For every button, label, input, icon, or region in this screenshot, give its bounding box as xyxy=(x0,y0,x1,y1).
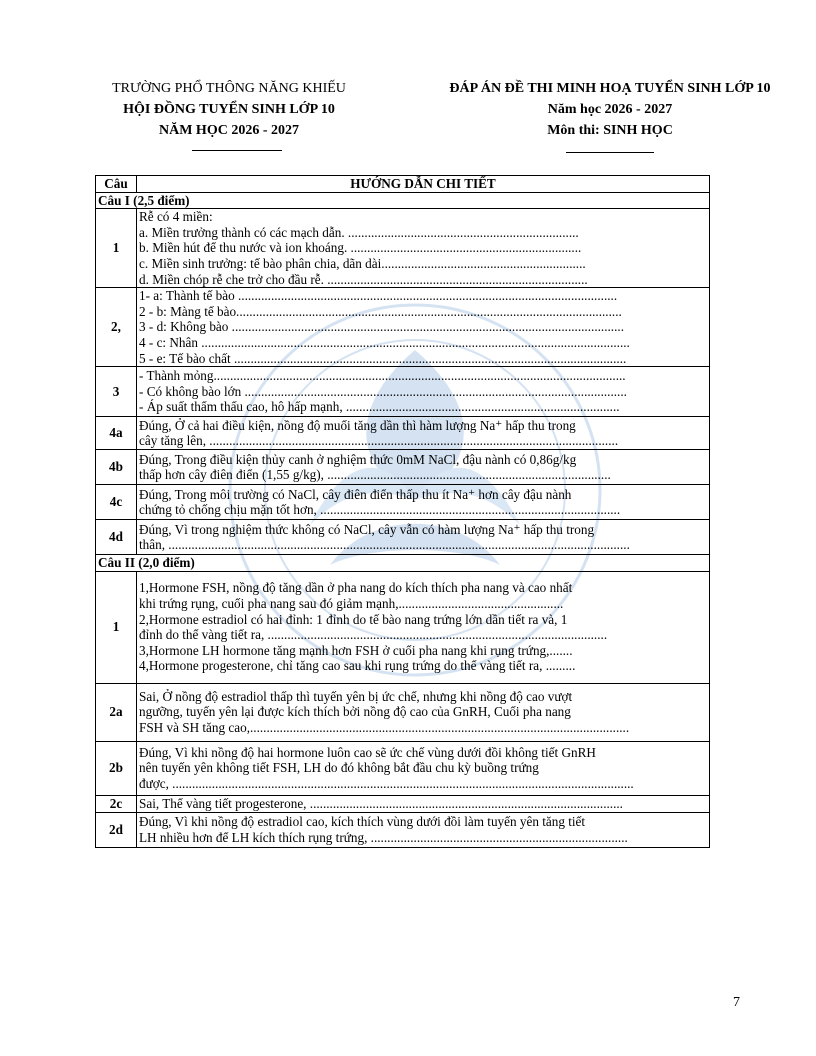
answer-line: cây tăng lên, ............................................................................................................................ xyxy=(139,433,619,449)
header-left-rule xyxy=(192,150,282,151)
answer-line: nên tuyến yên không tiết FSH, LH do đó không bắt đầu chu kỳ buồng trứng xyxy=(139,760,539,776)
exam-year: Năm học 2026 - 2027 xyxy=(547,102,673,117)
answer-table xyxy=(95,175,710,848)
page-number: 7 xyxy=(733,995,740,1010)
question-number: 4a xyxy=(96,417,137,450)
answer-line: b. Miền hút để thu nước và ion khoáng. ...................................................................... xyxy=(139,240,582,256)
table-row xyxy=(96,795,710,812)
answer-content xyxy=(137,450,710,485)
answer-line: a. Miền trưởng thành có các mạch dẫn. ...................................................................... xyxy=(139,224,579,240)
answer-line: thấp hơn cây điên điển (1,55 g/kg), ...................................................................................... xyxy=(139,467,611,483)
answer-line: đỉnh do thể vàng tiết ra, ....................................................................................................... xyxy=(139,627,608,643)
answer-content xyxy=(137,741,710,795)
answer-content xyxy=(137,367,710,417)
table-row xyxy=(96,520,710,555)
section-heading-1: Câu I (2,5 điểm) xyxy=(96,192,710,209)
answer-line: - Áp suất thẩm thấu cao, hô hấp mạnh, ................................................................................... xyxy=(139,399,620,415)
table-row xyxy=(96,209,710,288)
section-row xyxy=(96,555,710,572)
exam-subject: Môn thi: SINH HỌC xyxy=(547,123,673,138)
answer-content xyxy=(137,417,710,450)
column-header-guide: HƯỚNG DẪN CHI TIẾT xyxy=(137,176,710,193)
answer-content xyxy=(137,288,710,367)
answer-line: 4,Hormone progesterone, chỉ tăng cao sau khi rụng trứng do thể vàng tiết ra, ......... xyxy=(139,658,576,674)
answer-line: Đúng, Trong điều kiện thủy canh ở nghiệm thức 0mM NaCl, đậu nành có 0,86g/kg xyxy=(139,451,577,467)
answer-line: Đúng, Vì khi nồng độ hai hormone luôn cao sẽ ức chế vùng dưới đồi không tiết GnRH xyxy=(139,744,596,760)
table-row xyxy=(96,683,710,741)
answer-line: 3,Hormone LH hormone tăng mạnh hơn FSH ở cuối pha nang khi rụng trứng,....... xyxy=(139,642,573,658)
council-name: HỘI ĐỒNG TUYỂN SINH LỚP 10 xyxy=(123,102,335,117)
answer-content xyxy=(137,812,710,847)
answer-line: 2 - b: Màng tế bào..................................................................................................................... xyxy=(139,303,622,319)
table-row xyxy=(96,812,710,847)
header-right xyxy=(420,78,800,141)
answer-line: Đúng, Vì khi nồng độ estradiol cao, kích thích vùng dưới đồi làm tuyến yên tăng tiết xyxy=(139,814,586,830)
answer-line: 4 - c: Nhân .................................................................................................................................. xyxy=(139,334,630,350)
answer-line: Rễ có 4 miền: xyxy=(139,209,213,225)
table-row xyxy=(96,417,710,450)
answer-line: Đúng, Vì trong nghiệm thức không có NaCl, cây vẫn có hàm lượng Na⁺ hấp thu trong xyxy=(139,521,595,537)
question-number: 2, xyxy=(96,288,137,367)
answer-line: Đúng, Ở cả hai điều kiện, nồng độ muối tăng dần thì hàm lượng Na⁺ hấp thu trong xyxy=(139,417,576,433)
table-row xyxy=(96,367,710,417)
answer-line: ngưỡng, tuyến yên lại được kích thích bởi nồng độ cao của GnRH, Cuối pha nang xyxy=(139,704,571,720)
question-number: 4c xyxy=(96,485,137,520)
answer-content xyxy=(137,571,710,683)
answer-line: được, ............................................................................................................................................ xyxy=(139,776,634,792)
section-row xyxy=(96,192,710,209)
answer-line: 1- a: Thành tế bào ................................................................................................................... xyxy=(139,288,618,304)
answer-content xyxy=(137,520,710,555)
answer-line: Sai, Thể vàng tiết progesterone, ............................................................................................... xyxy=(139,795,623,811)
answer-content xyxy=(137,209,710,288)
answer-line: thân, ............................................................................................................................................ xyxy=(139,537,630,553)
question-number: 2a xyxy=(96,683,137,741)
question-number: 1 xyxy=(96,571,137,683)
table-row xyxy=(96,450,710,485)
table-header-row xyxy=(96,176,710,193)
question-number: 2b xyxy=(96,741,137,795)
school-year: NĂM HỌC 2026 - 2027 xyxy=(159,123,299,138)
question-number: 2d xyxy=(96,812,137,847)
answer-line: 5 - e: Tế bào chất ....................................................................................................................... xyxy=(139,350,627,366)
section-heading-2: Câu II (2,0 điểm) xyxy=(96,555,710,572)
table-row xyxy=(96,485,710,520)
document-title: ĐÁP ÁN ĐỀ THI MINH HOẠ TUYỂN SINH LỚP 10 xyxy=(449,81,771,96)
answer-content xyxy=(137,683,710,741)
question-number: 3 xyxy=(96,367,137,417)
answer-line: khi trứng rụng, cuối pha nang sau đó giảm mạnh,.................................................. xyxy=(139,596,564,612)
answer-content xyxy=(137,485,710,520)
question-number: 4b xyxy=(96,450,137,485)
table-row xyxy=(96,741,710,795)
answer-line: c. Miền sinh trưởng: tế bào phân chia, dãn dài.............................................................. xyxy=(139,255,586,271)
table-row xyxy=(96,288,710,367)
answer-line: 2,Hormone estradiol có hai đỉnh: 1 đỉnh do tế bào nang trứng lớn dần tiết ra và, 1 xyxy=(139,611,568,627)
answer-line: Sai, Ở nồng độ estradiol thấp thì tuyến yên bị ức chế, nhưng khi nồng độ cao vượt xyxy=(139,688,573,704)
header-left xyxy=(84,78,374,141)
answer-line: chứng tỏ chống chịu mặn tốt hơn, ........................................................................................... xyxy=(139,502,621,518)
question-number: 4d xyxy=(96,520,137,555)
column-header-question: Câu xyxy=(96,176,137,193)
answer-line: FSH và SH tăng cao,................................................................................................................... xyxy=(139,720,630,736)
answer-line: Đúng, Trong môi trường có NaCl, cây điên điển thấp thu ít Na⁺ hơn cây đậu nành xyxy=(139,486,572,502)
question-number: 1 xyxy=(96,209,137,288)
answer-line: 1,Hormone FSH, nồng độ tăng dần ở pha nang do kích thích pha nang và cao nhất xyxy=(139,580,573,596)
school-name: TRƯỜNG PHỔ THÔNG NĂNG KHIẾU xyxy=(112,81,346,96)
answer-line: - Có không bào lớn .................................................................................................................... xyxy=(139,383,627,399)
table-row xyxy=(96,571,710,683)
answer-line: d. Miền chóp rễ che trở cho đầu rễ. ............................................................................... xyxy=(139,271,588,287)
answer-content xyxy=(137,795,710,812)
answer-line: - Thành mỏng............................................................................................................................. xyxy=(139,368,626,384)
answer-line: LH nhiều hơn để LH kích thích rụng trứng, .............................................................................. xyxy=(139,829,628,845)
question-number: 2c xyxy=(96,795,137,812)
answer-line: 3 - d: Không bào ....................................................................................................................... xyxy=(139,319,624,335)
header-right-rule xyxy=(566,152,654,153)
